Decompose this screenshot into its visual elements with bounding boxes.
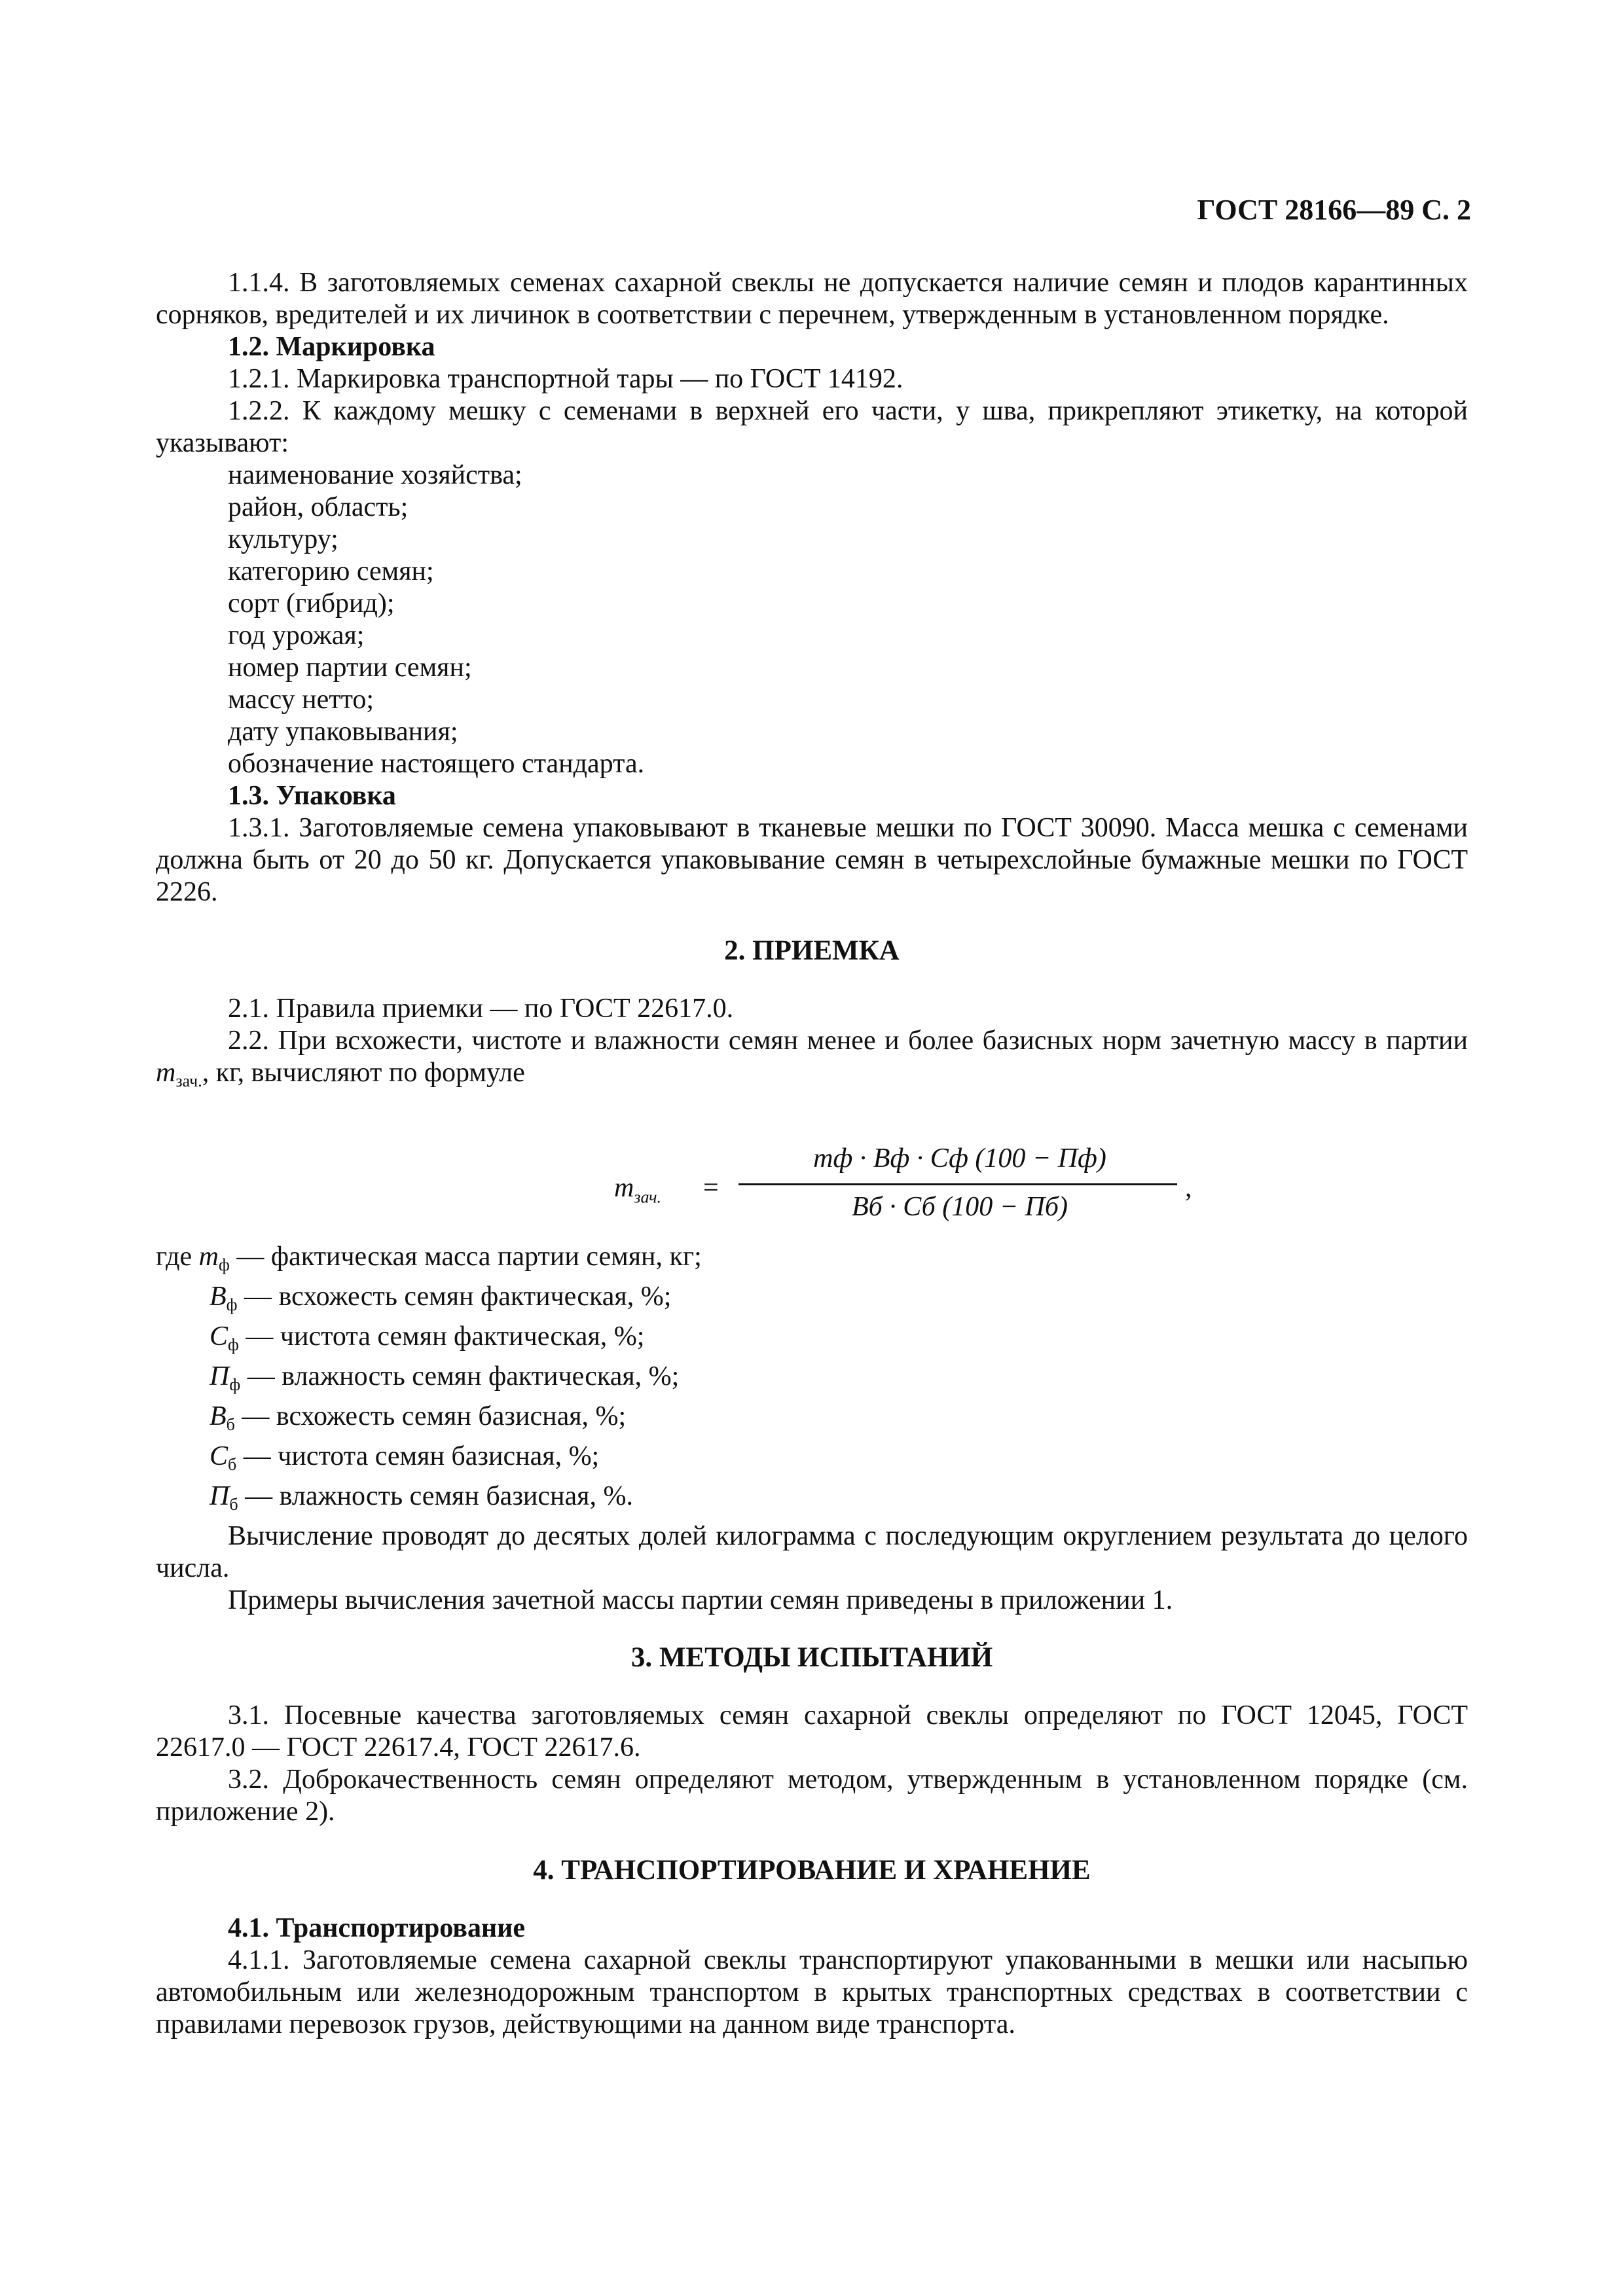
subheading-1-2: 1.2. Маркировка [228,332,435,362]
paragraph-1-2-1: 1.2.1. Маркировка транспортной тары — по ГОСТ 14192. [228,364,903,394]
legend-item: Вф — всхожесть семян фактическая, %; [210,1282,672,1314]
formula-comma: , [1185,1173,1192,1203]
mass-formula [156,1143,1468,1241]
paragraph-1-2-2: 1.2.2. К каждому мешку с семенами в верхней его части, у шва, прикрепляют этикетку, на которой указывают: [156,396,1468,458]
paragraph-2-2 [156,1025,1468,1097]
subheading-1-3: 1.3. Упаковка [228,781,396,811]
formula-lhs-subscript: зач. [634,1187,662,1207]
paragraph-calculation: Вычисление проводят до десятых долей килограмма с последующим округлением результата до целого числа. [156,1521,1468,1583]
label-item: массу нетто; [228,685,374,715]
label-item: культуру; [228,524,338,554]
section-heading-2: 2. ПРИЕМКА [724,935,900,966]
label-item: наименование хозяйства; [228,460,522,490]
mass-variable: m [156,1058,176,1088]
section-heading-3: 3. МЕТОДЫ ИСПЫТАНИЙ [630,1642,993,1673]
document-body [156,267,1468,2041]
label-item: номер партии семян; [228,653,472,683]
paragraph-1-3-1: 1.3.1. Заготовляемые семена упаковывают в тканевые мешки по ГОСТ 30090. Масса мешка с семенами должна быть от 20 до 50 кг. Допускается упаковывание семян в четырехслойные бумажные мешки по ГОСТ 2226. [156,813,1468,907]
formula-lhs: $m_{зач.}$ [614,1173,662,1207]
label-item: год урожая; [228,620,365,651]
formula-denominator: Вб · Сб (100 − Пб) [852,1192,1068,1222]
paragraph-examples: Примеры вычисления зачетной массы партии семян приведены в приложении 1. [228,1585,1173,1615]
legend-item: Сб — чистота семян базисная, %; [210,1441,600,1474]
formula-numerator: mф · Вф · Сф (100 − Пф) [813,1143,1106,1174]
legend-item: где mф — фактическая масса партии семян, кг; [156,1242,702,1274]
legend-item: Сф — чистота семян фактическая, %; [210,1321,645,1354]
legend-item: Вб — всхожесть семян базисная, %; [210,1401,627,1434]
formula-legend [156,1241,1468,1520]
page-header: ГОСТ 28166—89 С. 2 [1197,194,1471,226]
label-item: район, область; [228,492,409,522]
label-item: обозначение настоящего стандарта. [228,749,645,779]
paragraph-3-1: 3.1. Посевные качества заготовляемых семян сахарной свеклы определяют по ГОСТ 12045, ГОСТ 22617.0 — ГОСТ 22617.4, ГОСТ 22617.6. [156,1700,1468,1763]
subheading-4-1: 4.1. Транспортирование [228,1913,525,1943]
label-item: дату упаковывания; [228,717,458,747]
paragraph-3-2: 3.2. Доброкачественность семян определяют методом, утвержденным в установленном порядке (см. приложение 2). [156,1765,1468,1827]
legend-item: Пб — влажность семян базисная, %. [210,1481,633,1514]
mass-variable-subscript: зач. [175,1071,202,1090]
legend-item: Пф — влажность семян фактическая, %; [210,1361,680,1394]
fraction-bar [739,1183,1177,1185]
section-heading-4: 4. ТРАНСПОРТИРОВАНИЕ И ХРАНЕНИЕ [533,1855,1091,1886]
paragraph-2-2-text-b: , кг, вычисляют по формуле [202,1058,525,1088]
label-item: сорт (гибрид); [228,588,395,619]
paragraph-2-1: 2.1. Правила приемки — по ГОСТ 22617.0. [228,994,734,1024]
paragraph-2-2-text-a: 2.2. При всхожести, чистоте и влажности семян менее и более базисных норм зачетную массу в партии [228,1026,1468,1056]
label-item: категорию семян; [228,556,434,586]
paragraph-4-1-1: 4.1.1. Заготовляемые семена сахарной свеклы транспортируют упакованными в мешки или насыпью автомобильным или железнодорожным транспортом в крытых транспортных средствах в соответствии с правилами перевозок грузов, действующими на данном виде транспорта. [156,1945,1468,2039]
paragraph-1-1-4: 1.1.4. В заготовляемых семенах сахарной свеклы не допускается наличие семян и плодов карантинных сорняков, вредителей и их личинок в соответствии с перечнем, утвержденным в установленном порядке. [156,268,1468,330]
formula-equals: = [703,1173,719,1203]
